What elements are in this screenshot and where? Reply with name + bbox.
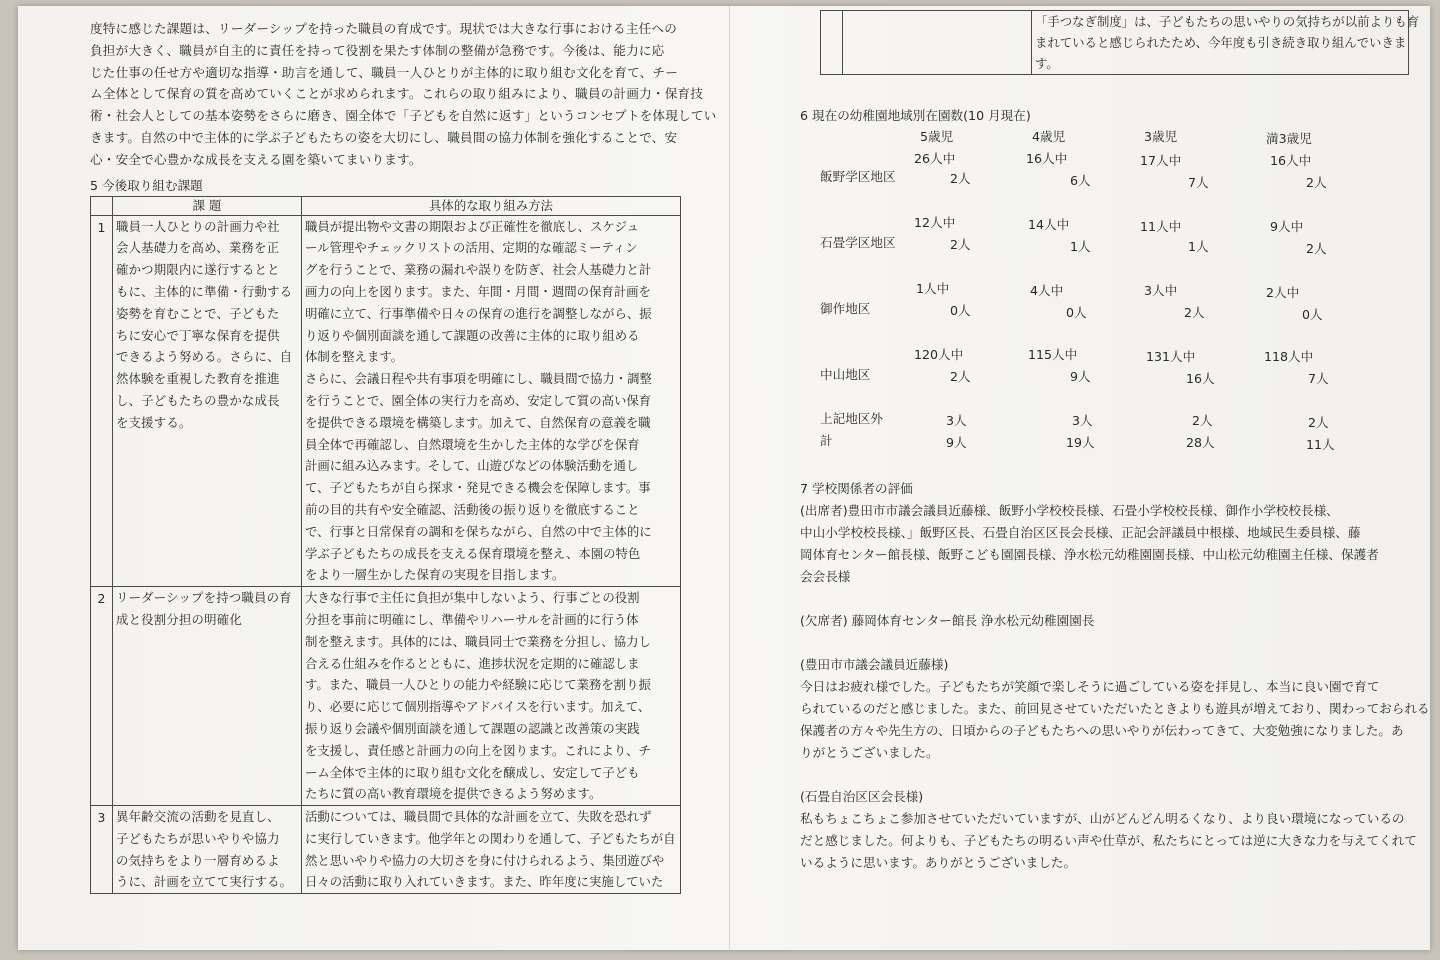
method-line: 制を整えます。具体的には、職員同士で業務を分担し、協力し (305, 633, 651, 649)
method-line: ール管理やチェックリストの活用、定期的な確認ミーティン (305, 240, 638, 256)
region-total: 26人中 (914, 151, 956, 166)
region-total: 9人中 (1270, 219, 1304, 234)
task-line: 姿勢を育むことで、子どもた (116, 305, 280, 321)
comment-speaker: (石畳自治区区会長様) (800, 789, 924, 804)
region-count: 7人 (1188, 175, 1209, 190)
region-total: 12人中 (914, 215, 956, 230)
region-count: 2人 (1308, 415, 1329, 430)
enrollment-grid (800, 124, 1400, 470)
region-total: 16人中 (1270, 153, 1312, 168)
region-total: 16人中 (1026, 151, 1068, 166)
task-line: リーダーシップを持つ職員の育 (116, 590, 292, 606)
method-line: 大きな行事で主任に負担が集中しないよう、行事ごとの役割 (305, 590, 640, 606)
intro-line: きます。自然の中で主体的に学ぶ子どもたちの姿を大切にし、職員間の協力体制を強化することで、安 (90, 129, 678, 145)
method-line: り返りや個別面談を通して課題の改善に主体的に取り組める (305, 327, 640, 343)
intro-line: ム全体として保育の質を高めていくことが求められます。これらの取り組みにより、職員の計画力・保育技 (90, 86, 704, 102)
task-line: うに、計画を立てて実行する。 (116, 874, 293, 890)
comment-line: りがとうございました。 (800, 745, 939, 760)
method-line: で、行事と日常保育の調和を保ちながら、自然の中で主体的に (305, 523, 652, 539)
comment-line: いるように思います。ありがとうございました。 (800, 855, 1077, 870)
comment-line: 私もちょこちょこ参加させていただいていますが、山がどんどん明るくなり、より良い環境になっているの (800, 811, 1405, 826)
task-line: を支援する。 (116, 414, 192, 430)
total-count: 28人 (1186, 435, 1215, 450)
method-line: 前の目的共有や安全確認、活動後の振り返りを徹底すること (305, 501, 640, 517)
table-row (91, 587, 681, 806)
task-line: 会人基礎力を高め、業務を正 (116, 240, 280, 256)
section7-heading: 7 学校関係者の評価 (800, 481, 913, 496)
task-cell (113, 806, 302, 894)
method-cell (1032, 11, 1420, 75)
region-count: 2人 (950, 369, 971, 384)
region-count: 7人 (1308, 371, 1329, 386)
region-name: 上記地区外 (820, 411, 883, 426)
region-total: 3人中 (1144, 283, 1178, 298)
section7 (800, 478, 1430, 874)
age-header: 4歳児 (1032, 129, 1066, 144)
region-count: 0人 (1302, 307, 1323, 322)
intro-line: じた仕事の任せ方や適切な指導・助言を通して、職員一人ひとりが主体的に取り組む文化を育て、チー (90, 64, 679, 80)
task-line: ちに安心で丁寧な保育を提供 (116, 327, 280, 343)
task-line: 成と役割分担の明確化 (116, 611, 242, 627)
attendees-line: 会会長様 (800, 569, 851, 584)
region-count: 3人 (946, 413, 967, 428)
age-header: 5歳児 (920, 129, 954, 144)
page-fold-line (729, 6, 730, 950)
header-task: 課 題 (113, 196, 302, 215)
region-count: 2人 (950, 237, 971, 252)
method-line: に実行していきます。他学年との関わりを通して、子どもたちが自 (305, 830, 676, 846)
method-line: をより一層生かした保育の実現を目指します。 (305, 567, 565, 583)
region-name: 石畳学区地区 (820, 235, 896, 250)
region-count: 9人 (1070, 369, 1091, 384)
task-cell (113, 215, 302, 587)
comment-line: 今日はお疲れ様でした。子どもたちが笑顔で楽しそうに過ごしている姿を拝見し、本当に良い園で育て (800, 679, 1380, 694)
region-total: 118人中 (1264, 349, 1314, 364)
attendees-line: (出席者)豊田市市議会議員近藤様、飯野小学校校長様、石畳小学校校長様、御作小学校校長様、 (800, 503, 1339, 518)
method-line: を支援し、責任感と計画力の向上を図ります。これにより、チ (305, 742, 651, 758)
region-total: 115人中 (1028, 347, 1078, 362)
total-label: 計 (820, 433, 833, 448)
region-count: 1人 (1188, 239, 1209, 254)
task-line: もに、主体的に準備・行動する (116, 283, 293, 299)
row-number (821, 11, 843, 75)
method-line: 「手つなぎ制度」は、子どもたちの思いやりの気持ちが以前よりも育 (1035, 14, 1420, 29)
region-name: 中山地区 (820, 367, 871, 382)
region-count: 0人 (1066, 305, 1087, 320)
total-count: 19人 (1066, 435, 1095, 450)
total-count: 9人 (946, 435, 967, 450)
table-row (91, 215, 681, 587)
age-header: 満3歳児 (1266, 131, 1312, 146)
method-line: 画力の向上を図ります。また、年間・月間・週間の保育計画を (305, 283, 651, 299)
task-line: の気持ちをより一層育めるよ (116, 852, 280, 868)
method-line: 学ぶ子どもたちの成長を支える保育環境を整え、本園の特色 (305, 545, 641, 561)
region-count: 2人 (1306, 241, 1327, 256)
region-count: 3人 (1072, 413, 1093, 428)
region-count: 1人 (1070, 239, 1091, 254)
header-num (91, 196, 113, 215)
region-count: 2人 (1184, 305, 1205, 320)
method-cell (302, 587, 681, 806)
document-paper (18, 6, 1430, 950)
region-count: 2人 (1306, 175, 1327, 190)
region-name: 御作地区 (820, 301, 871, 316)
task-line: し、子どもたちの豊かな成長 (116, 392, 280, 408)
method-cell (302, 215, 681, 587)
row-number: 2 (91, 587, 113, 806)
region-total: 120人中 (914, 347, 964, 362)
method-line: を行うことで、園全体の実行力を高め、安定して質の高い保育 (305, 392, 652, 408)
method-line: 日々の活動に取り入れていきます。また、昨年度に実施していた (305, 874, 664, 890)
row-number: 1 (91, 215, 113, 587)
method-line: 活動については、職員間で具体的な計画を立て、失敗を恐れず (305, 809, 652, 825)
method-cell (302, 806, 681, 894)
comment-speaker: (豊田市市議会議員近藤様) (800, 657, 949, 672)
intro-paragraph (90, 18, 717, 171)
method-line: て、子どもたちが自ら探求・発見できる機会を保障します。事 (305, 480, 651, 496)
method-line: たちに質の高い教育環境を提供できるよう努めます。 (305, 786, 602, 802)
attendees-line: 岡体育センター館長様、飯野こども園園長様、浄水松元幼稚園園長様、中山松元幼稚園主任様、保護者 (800, 547, 1379, 562)
method-line: まれていると感じられたため、今年度も引き続き取り組んでいきま (1035, 35, 1407, 50)
method-line: 計画に組み込みます。そして、山遊びなどの体験活動を通し (305, 458, 639, 474)
region-total: 1人中 (916, 281, 950, 296)
task-line: 確かつ期限内に遂行するとと (116, 262, 280, 278)
region-count: 6人 (1070, 173, 1091, 188)
intro-line: 術・社会人としての基本姿勢をさらに磨き、園全体で「子どもを自然に返す」というコンセプトを体現してい (90, 108, 717, 124)
left-page (90, 18, 717, 894)
row-number: 3 (91, 806, 113, 894)
task-cell (113, 587, 302, 806)
attendees-line: 中山小学校校長様、」飯野区長、石畳自治区区長会長様、正記会評議員中根様、地域民生委員様、藤 (800, 525, 1361, 540)
method-line: 員全体で再確認し、自然環境を生かした主体的な学びを保育 (305, 436, 640, 452)
task-line: 子どもたちが思いやりや協力 (116, 830, 280, 846)
method-line: 明確に立て、行事準備や日々の保育の進行を調整しながら、振 (305, 305, 652, 321)
method-line: を提供できる環境を構築します。加えて、自然保育の意義を職 (305, 414, 651, 430)
comment-line: だと感じました。何よりも、子どもたちの明るい声や仕草が、私たちにとっては逆に大きな力を与えてくれて (800, 833, 1417, 848)
method-line: 然と思いやりや協力の大切さを身に付けられるよう、集団遊びや (305, 852, 665, 868)
region-count: 2人 (1192, 413, 1213, 428)
region-count: 16人 (1186, 371, 1215, 386)
method-line: り、必要に応じて個別指導やアドバイスを行います。加えて、 (305, 699, 651, 715)
method-line: 振り返り会議や個別面談を通して課題の認識と改善策の実践 (305, 720, 640, 736)
section6-heading: 6 現在の幼稚園地域別在園数(10 月現在) (800, 108, 1031, 123)
method-line: 職員が提出物や文書の期限および正確性を徹底し、スケジュ (305, 218, 640, 234)
task-cell (843, 11, 1032, 75)
region-count: 0人 (950, 303, 971, 318)
total-count: 11人 (1306, 437, 1335, 452)
region-total: 17人中 (1140, 153, 1182, 168)
method-line: 体制を整えます。 (305, 349, 404, 365)
continued-table (820, 10, 1420, 75)
region-total: 4人中 (1030, 283, 1064, 298)
method-line: 分担を事前に明確にし、準備やリハーサルを計画的に行う体 (305, 611, 639, 627)
age-header: 3歳児 (1144, 129, 1178, 144)
tasks-table (90, 196, 681, 895)
comment-line: 保護者の方々や先生方の、日頃からの子どもたちへの思いやりが伝わってきて、大変勉強になりました。あ (800, 723, 1404, 738)
region-total: 131人中 (1146, 349, 1196, 364)
method-line: ーム全体で主体的に取り組む文化を醸成し、安定して子ども (305, 764, 640, 780)
header-method: 具体的な取り組み方法 (302, 196, 681, 215)
absentees-line: (欠席者) 藤岡体育センター館長 浄水松元幼稚園園長 (800, 613, 1095, 628)
task-line: できるよう努める。さらに、自 (116, 349, 293, 365)
task-line: 異年齢交流の活動を見直し、 (116, 809, 280, 825)
task-line: 然体験を重視した教育を推進 (116, 371, 280, 387)
section5-heading: 5 今後取り組む課題 (90, 177, 203, 193)
method-line: す。 (1035, 56, 1059, 71)
intro-line: 負担が大きく、職員が自主的に責任を持って役割を果たす体制の整備が急務です。今後は、能力に応 (90, 42, 665, 58)
region-total: 2人中 (1266, 285, 1300, 300)
task-line: 職員一人ひとりの計画力や社 (116, 218, 280, 234)
intro-line: 心・安全で心豊かな成長を支える園を築いてまいります。 (90, 151, 422, 167)
intro-line: 度特に感じた課題は、リーダーシップを持った職員の育成です。現状では大きな行事における主任への (90, 21, 678, 36)
method-line: す。また、職員一人ひとりの能力や経験に応じて業務を割り振 (305, 677, 651, 693)
table-row (821, 11, 1409, 75)
method-line: グを行うことで、業務の漏れや誤りを防ぎ、社会人基礎力と計 (305, 262, 652, 278)
method-line: 合える仕組みを作るとともに、進捗状況を定期的に確認しま (305, 655, 640, 671)
method-line: さらに、会議日程や共有事項を明確にし、職員間で協力・調整 (305, 371, 652, 387)
region-name: 飯野学区地区 (820, 169, 896, 184)
comment-line: られているのだと感じました。また、前回見させていただいたときよりも遊具が増えており、関わっておられる (800, 701, 1430, 716)
table-header-row (91, 196, 681, 215)
region-total: 14人中 (1028, 217, 1070, 232)
region-total: 11人中 (1140, 219, 1182, 234)
region-count: 2人 (950, 171, 971, 186)
right-page (800, 10, 1430, 874)
table-row (91, 806, 681, 894)
